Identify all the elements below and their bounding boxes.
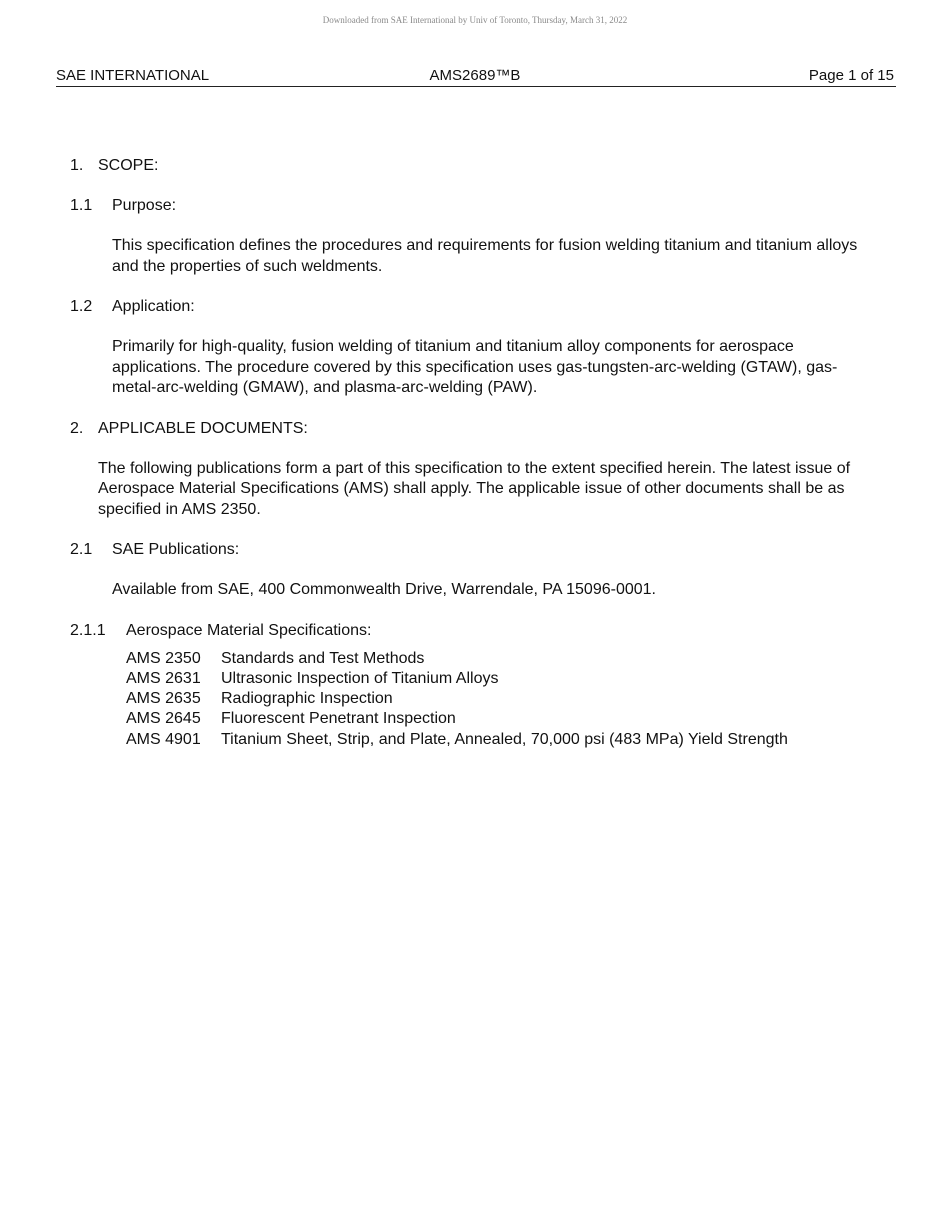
reference-item: [126, 669, 870, 689]
section-title: APPLICABLE DOCUMENTS:: [98, 419, 308, 437]
section-title: SAE Publications:: [112, 541, 240, 558]
section-paragraph: The following publications form a part of this specification to the extent specified herein. The latest issue of Aerospace Material Specifications (AMS) shall apply. The applicable issue of other documents shall be as specified in AMS 2350.: [98, 459, 851, 518]
reference-title: Titanium Sheet, Strip, and Plate, Annealed, 70,000 psi (483 MPa) Yield Strength: [221, 730, 788, 748]
section-heading: [70, 196, 870, 216]
section-title: Purpose:: [112, 197, 177, 214]
reference-code: AMS 2635: [126, 690, 201, 708]
reference-code: AMS 2350: [126, 649, 201, 667]
page-number: Page 1 of 15: [808, 67, 894, 84]
reference-code: AMS 4901: [126, 730, 201, 748]
document-body: [70, 156, 870, 750]
section-heading: [70, 419, 870, 439]
page-header: [56, 66, 896, 87]
section-paragraph: This specification defines the procedures and requirements for fusion welding titanium and titanium alloys and the properties of such weldments.: [112, 237, 858, 275]
reference-title: Standards and Test Methods: [221, 649, 425, 667]
reference-code: AMS 2645: [126, 710, 201, 728]
section-paragraph: Primarily for high-quality, fusion welding of titanium and titanium alloy components for aerospace applications. The procedure covered by this specification uses gas-tungsten-arc-welding (GTAW), gas-metal-arc-welding (GMAW), and plasma-arc-welding (PAW).: [112, 338, 838, 396]
section-heading: [70, 621, 870, 641]
section-title: Aerospace Material Specifications:: [126, 621, 372, 639]
reference-list: [126, 649, 870, 750]
reference-item: [126, 709, 870, 729]
reference-title: Ultrasonic Inspection of Titanium Alloys: [221, 669, 499, 687]
reference-item: [126, 649, 870, 669]
section-number: 1.: [70, 157, 84, 174]
reference-title: Radiographic Inspection: [221, 690, 393, 708]
section-title: Application:: [112, 298, 195, 315]
section-heading: [70, 156, 870, 176]
section-heading: [70, 297, 870, 317]
publisher-name: SAE INTERNATIONAL: [56, 67, 210, 84]
reference-item: [126, 730, 870, 750]
section-number: 2.1.1: [70, 621, 106, 639]
section-number: 1.2: [70, 298, 93, 315]
download-watermark: Downloaded from SAE International by Univ of Toronto, Thursday, March 31, 2022: [322, 15, 628, 25]
reference-code: AMS 2631: [126, 669, 201, 687]
section-paragraph: Available from SAE, 400 Commonwealth Drive, Warrendale, PA 15096-0001.: [112, 581, 656, 598]
reference-item: [126, 689, 870, 709]
section-number: 1.1: [70, 197, 93, 214]
document-number: AMS2689™B: [429, 67, 521, 84]
section-title: SCOPE:: [98, 157, 159, 174]
section-number: 2.1: [70, 541, 93, 558]
section-heading: [70, 540, 870, 560]
reference-title: Fluorescent Penetrant Inspection: [221, 710, 456, 728]
section-number: 2.: [70, 419, 84, 437]
